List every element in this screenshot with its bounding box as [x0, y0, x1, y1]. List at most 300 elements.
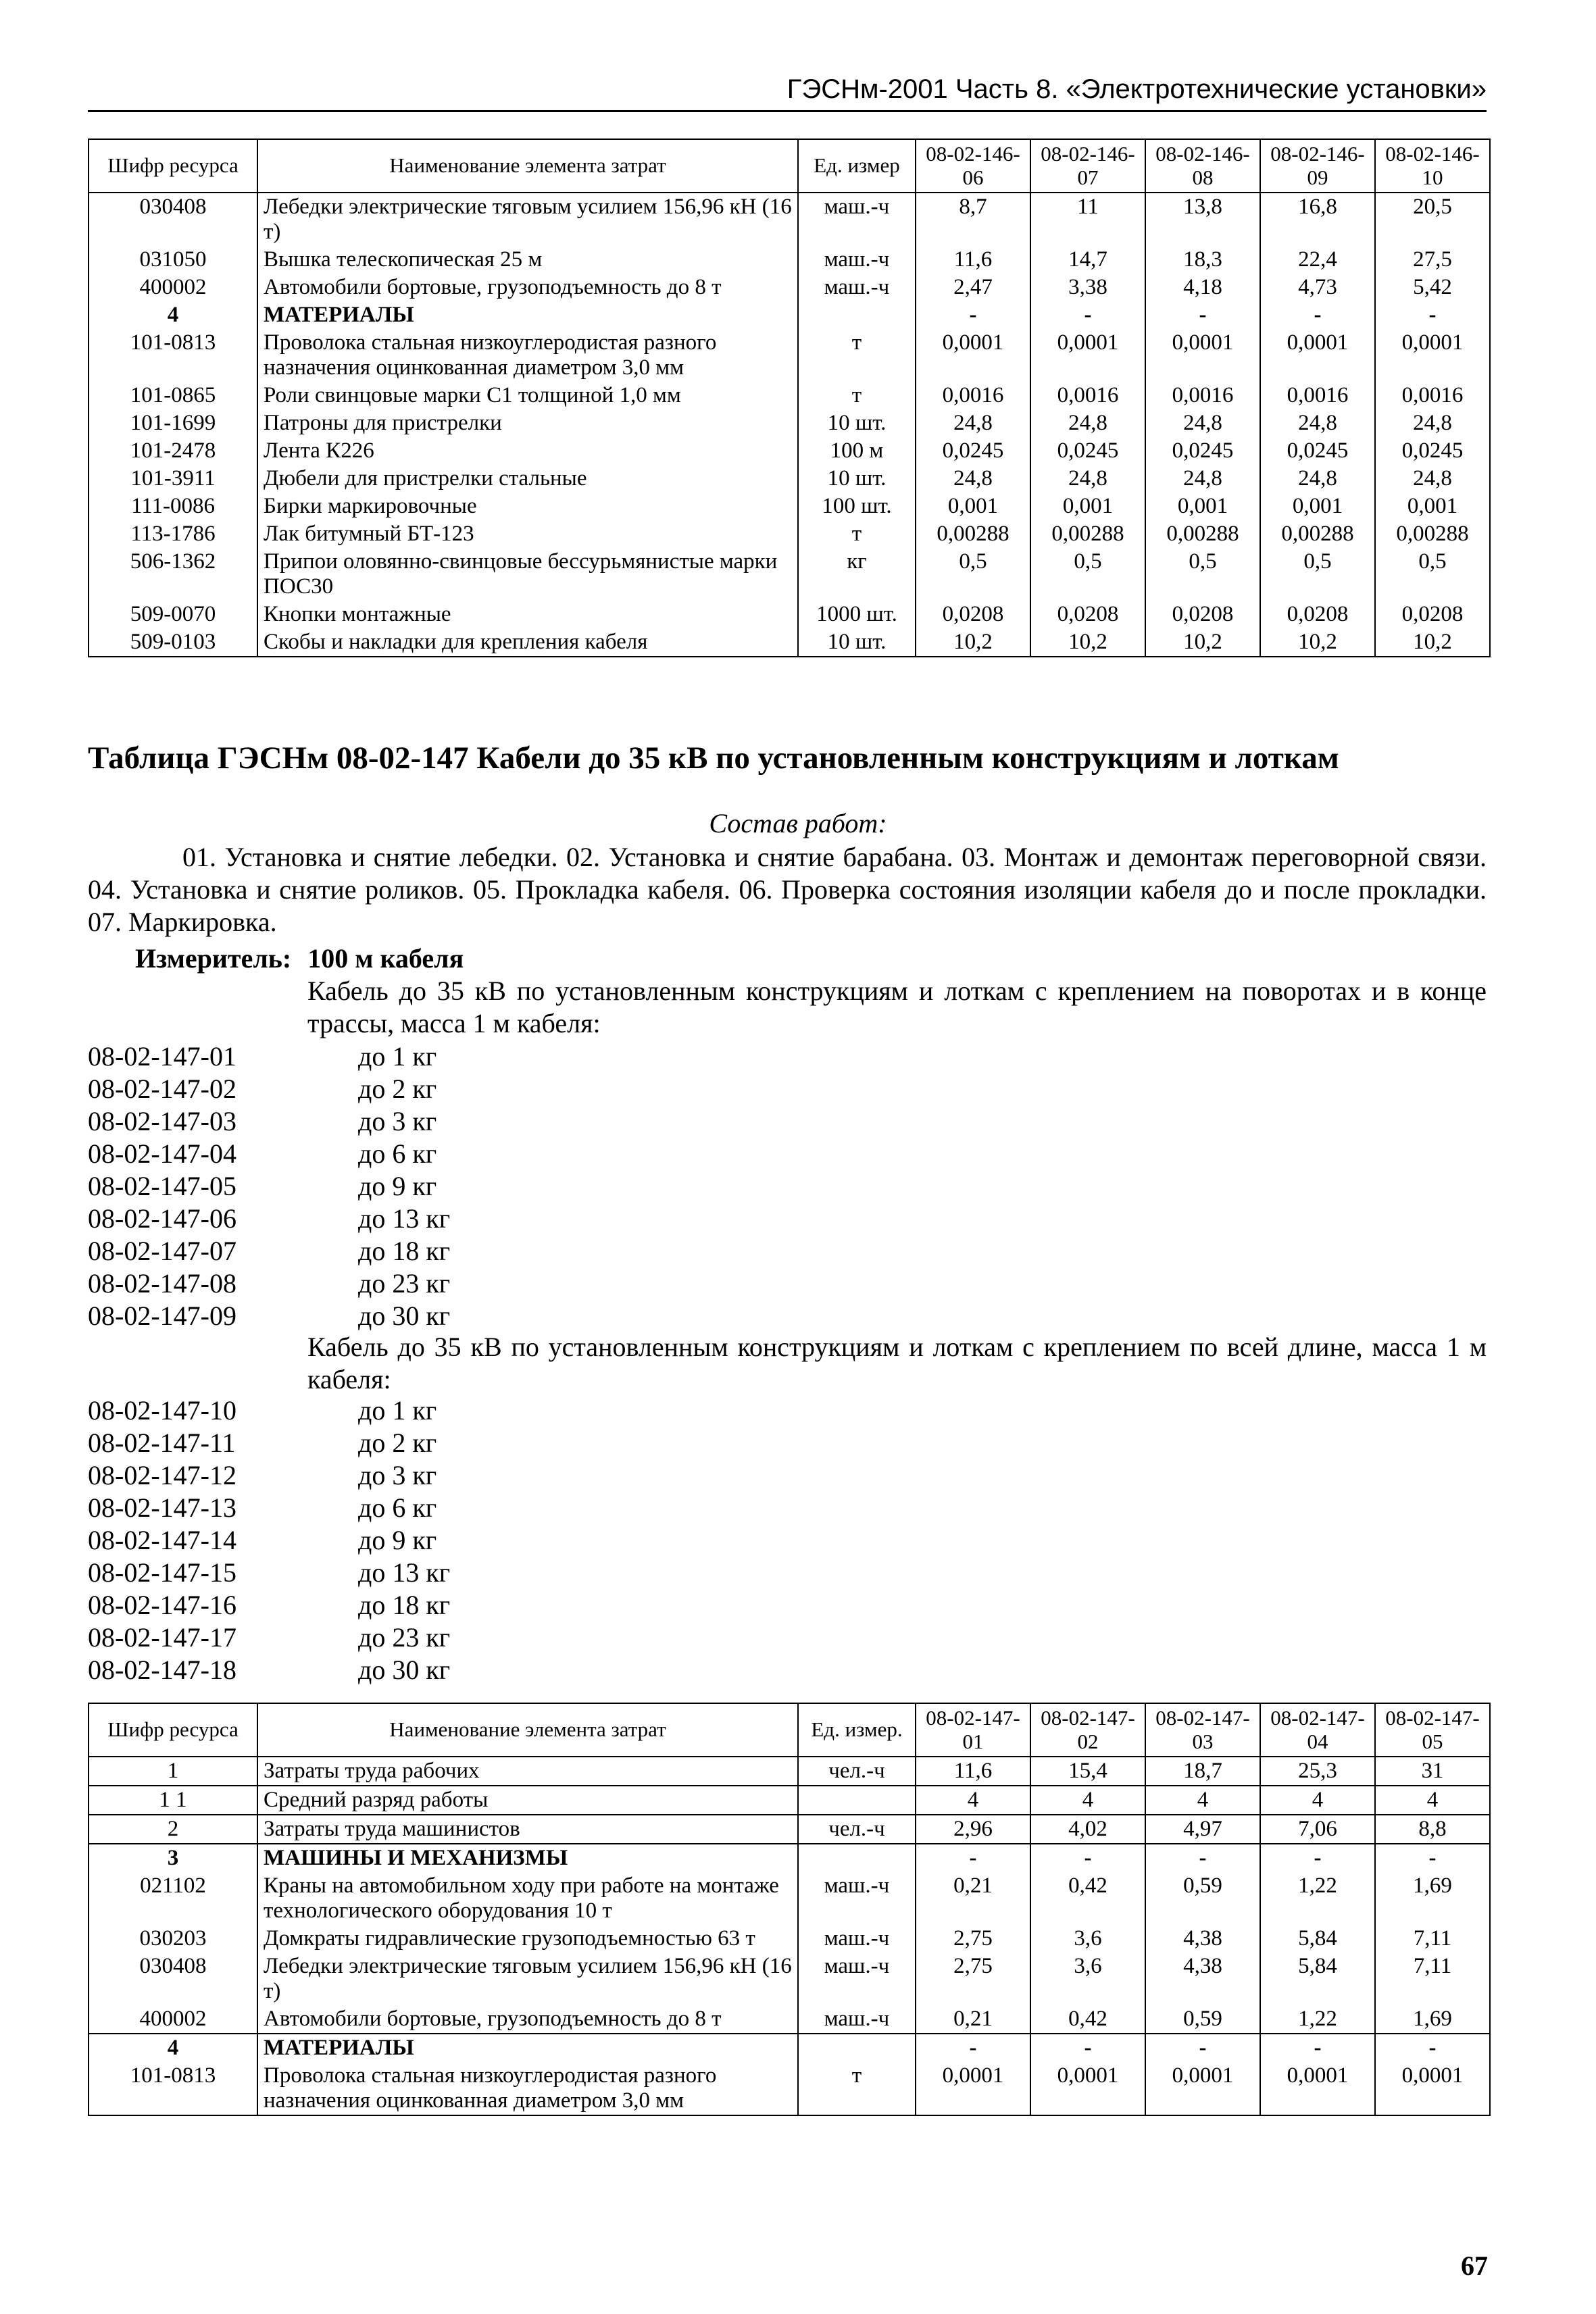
norm-code: 08-02-147-17 — [88, 1622, 236, 1653]
norm-value: 0,001 — [1145, 493, 1260, 520]
norm-value: 8,7 — [916, 193, 1030, 246]
resource-name: Домкраты гидравлические грузоподъемностью 63 т — [257, 1925, 798, 1953]
norm-value: 0,5 — [1375, 548, 1490, 601]
norm-value: 16,8 — [1260, 193, 1375, 246]
resource-code: 101-0865 — [89, 382, 257, 409]
table-row — [89, 329, 1490, 382]
norm-value: 0,5 — [1145, 548, 1260, 601]
norm-value: 0,5 — [1030, 548, 1145, 601]
cable-weight: до 30 кг — [358, 1655, 451, 1685]
norm-code: 08-02-147-16 — [88, 1590, 236, 1620]
cable-weight: до 2 кг — [358, 1428, 437, 1458]
norm-code: 08-02-147-15 — [88, 1557, 236, 1588]
page-number: 67 — [1461, 2250, 1488, 2281]
norm-value: 0,001 — [1375, 493, 1490, 520]
norm-value: - — [1030, 1844, 1145, 1872]
resource-name: Средний разряд работы — [257, 1786, 798, 1815]
cable-weight: до 2 кг — [358, 1074, 437, 1104]
norm-value: 0,0245 — [1375, 437, 1490, 465]
norm-value: 0,21 — [916, 1872, 1030, 1925]
cable-weight: до 3 кг — [358, 1460, 437, 1490]
norm-value: 0,00288 — [1030, 520, 1145, 548]
resource-code: 111-0086 — [89, 493, 257, 520]
resource-name: Бирки маркировочные — [257, 493, 798, 520]
norm-value: 0,00288 — [1260, 520, 1375, 548]
norm-value: - — [1145, 2034, 1260, 2062]
norm-value: 0,001 — [1030, 493, 1145, 520]
cable-weight: до 13 кг — [358, 1557, 451, 1588]
table-row — [89, 493, 1490, 520]
norm-value: 4 — [1260, 1786, 1375, 1815]
norm-value: 0,0001 — [1030, 2062, 1145, 2115]
resource-code: 030408 — [89, 193, 257, 246]
norm-value: 0,0016 — [1030, 382, 1145, 409]
resource-name: Автомобили бортовые, грузоподъемность до 8 т — [257, 2005, 798, 2034]
norm-value: 3,38 — [1030, 274, 1145, 301]
resource-code: 400002 — [89, 274, 257, 301]
col-name-header: Наименование элемента затрат — [257, 1703, 798, 1757]
resource-name: Лебедки электрические тяговым усилием 156,96 кН (16 т) — [257, 193, 798, 246]
norm-code: 08-02-147-13 — [88, 1492, 236, 1523]
cable-weight: до 23 кг — [358, 1622, 451, 1653]
table-row — [89, 628, 1490, 657]
norm-value: 4 — [1145, 1786, 1260, 1815]
norm-value: 1,22 — [1260, 2005, 1375, 2034]
norm-value: 4,97 — [1145, 1815, 1260, 1844]
norm-value: 0,0016 — [1260, 382, 1375, 409]
norm-value: 11,6 — [916, 246, 1030, 274]
table-row — [89, 246, 1490, 274]
norm-value: 0,0001 — [916, 2062, 1030, 2115]
cable-weight: до 9 кг — [358, 1525, 437, 1555]
code-list-item — [88, 1394, 450, 1427]
norm-value: 10,2 — [1375, 628, 1490, 657]
norm-value: 4,02 — [1030, 1815, 1145, 1844]
group-2-description: Кабель до 35 кВ по установленным конструкциям и лоткам с креплением по всей длине, масса 1 м кабеля: — [307, 1332, 1487, 1394]
norm-value: - — [1260, 2034, 1375, 2062]
norm-value: 0,5 — [1260, 548, 1375, 601]
code-list-item — [88, 1138, 450, 1170]
norm-value: 0,0245 — [1260, 437, 1375, 465]
norm-value: 0,0016 — [916, 382, 1030, 409]
norm-value: 3,6 — [1030, 1953, 1145, 2005]
resource-name: Патроны для пристрелки — [257, 409, 798, 437]
norm-value: - — [916, 1844, 1030, 1872]
norm-value: 0,0001 — [1260, 329, 1375, 382]
norm-value: 5,42 — [1375, 274, 1490, 301]
resource-name: Вышка телескопическая 25 м — [257, 246, 798, 274]
norm-value: 5,84 — [1260, 1953, 1375, 2005]
col-norm-header: 08-02-146-07 — [1030, 139, 1145, 193]
norm-value: 1,69 — [1375, 2005, 1490, 2034]
col-norm-header: 08-02-146-08 — [1145, 139, 1260, 193]
norm-value: 18,3 — [1145, 246, 1260, 274]
norm-value: 14,7 — [1030, 246, 1145, 274]
code-list-item — [88, 1557, 450, 1589]
resource-unit: кг — [798, 548, 916, 601]
table-row — [89, 1786, 1490, 1815]
resource-code: 030408 — [89, 1953, 257, 2005]
norm-value: 31 — [1375, 1757, 1490, 1786]
section-row — [89, 2034, 1490, 2062]
norm-value: 0,0245 — [1145, 437, 1260, 465]
code-list-item — [88, 1267, 450, 1300]
resource-name: Лак битумный БТ-123 — [257, 520, 798, 548]
code-list-item — [88, 1235, 450, 1267]
norm-value: 0,21 — [916, 2005, 1030, 2034]
norm-value: 0,0208 — [916, 601, 1030, 628]
col-code-header: Шифр ресурса — [89, 139, 257, 193]
resource-code: 021102 — [89, 1872, 257, 1925]
norm-value: 0,0245 — [916, 437, 1030, 465]
resource-code: 101-2478 — [89, 437, 257, 465]
code-list-item — [88, 1170, 450, 1203]
norm-value: - — [1260, 1844, 1375, 1872]
norm-code: 08-02-147-02 — [88, 1074, 236, 1104]
norm-code: 08-02-147-06 — [88, 1203, 236, 1234]
norm-value: 11,6 — [916, 1757, 1030, 1786]
code-list-item — [88, 1621, 450, 1654]
code-list-item — [88, 1073, 450, 1105]
section-title: Таблица ГЭСНм 08-02-147 Кабели до 35 кВ по установленным конструкциям и лоткам — [88, 740, 1339, 776]
norm-code: 08-02-147-11 — [88, 1428, 236, 1458]
norm-value: 2,47 — [916, 274, 1030, 301]
section-row — [89, 1844, 1490, 1872]
col-norm-header: 08-02-147-05 — [1375, 1703, 1490, 1757]
norm-value: 24,8 — [1145, 465, 1260, 493]
table-row — [89, 520, 1490, 548]
cable-weight: до 3 кг — [358, 1106, 437, 1136]
table-row — [89, 2062, 1490, 2115]
norm-value: - — [1145, 301, 1260, 329]
resource-code: 101-0813 — [89, 329, 257, 382]
norm-value: 7,06 — [1260, 1815, 1375, 1844]
cable-weight: до 18 кг — [358, 1236, 451, 1266]
resource-table-146 — [88, 139, 1491, 657]
work-composition-heading: Состав работ: — [709, 808, 887, 838]
resource-code: 2 — [89, 1815, 257, 1844]
norm-value: 10,2 — [1030, 628, 1145, 657]
table-row — [89, 437, 1490, 465]
norm-value: - — [1260, 301, 1375, 329]
resource-code: 4 — [89, 301, 257, 329]
norm-value: 0,0208 — [1030, 601, 1145, 628]
resource-name: Проволока стальная низкоуглеродистая разного назначения оцинкованная диаметром 3,0 мм — [257, 329, 798, 382]
norm-value: - — [1375, 1844, 1490, 1872]
norm-value: 0,0208 — [1145, 601, 1260, 628]
col-norm-header: 08-02-147-04 — [1260, 1703, 1375, 1757]
norm-value: 0,00288 — [1375, 520, 1490, 548]
norm-value: 24,8 — [1145, 409, 1260, 437]
resource-unit: т — [798, 382, 916, 409]
cable-weight: до 30 кг — [358, 1301, 451, 1331]
norm-value: 25,3 — [1260, 1757, 1375, 1786]
code-list-item — [88, 1040, 450, 1073]
code-list-item — [88, 1427, 450, 1459]
resource-name: Припои оловянно-свинцовые бессурьмянистые марки ПОС30 — [257, 548, 798, 601]
norm-code: 08-02-147-10 — [88, 1395, 236, 1426]
code-list-item — [88, 1492, 450, 1524]
resource-name: Затраты труда машинистов — [257, 1815, 798, 1844]
norm-value: 24,8 — [916, 465, 1030, 493]
norm-value: 10,2 — [1145, 628, 1260, 657]
norm-value: 4,73 — [1260, 274, 1375, 301]
resource-name: МАТЕРИАЛЫ — [257, 301, 798, 329]
norm-value: 1,22 — [1260, 1872, 1375, 1925]
resource-name: МАШИНЫ И МЕХАНИЗМЫ — [257, 1844, 798, 1872]
col-norm-header: 08-02-146-06 — [916, 139, 1030, 193]
norm-value: 13,8 — [1145, 193, 1260, 246]
norm-value: 0,0001 — [1375, 329, 1490, 382]
resource-unit: маш.-ч — [798, 274, 916, 301]
resource-name: Скобы и накладки для крепления кабеля — [257, 628, 798, 657]
norm-value: 0,001 — [916, 493, 1030, 520]
cable-weight: до 9 кг — [358, 1171, 437, 1201]
norm-value: 3,6 — [1030, 1925, 1145, 1953]
meter-value: 100 м кабеля — [307, 943, 464, 974]
norm-value: 0,5 — [916, 548, 1030, 601]
norm-value: 4,38 — [1145, 1925, 1260, 1953]
resource-unit: маш.-ч — [798, 1925, 916, 1953]
table-row — [89, 382, 1490, 409]
norm-value: 1,69 — [1375, 1872, 1490, 1925]
table-row — [89, 1757, 1490, 1786]
resource-unit: 10 шт. — [798, 465, 916, 493]
norm-value: 24,8 — [1260, 465, 1375, 493]
resource-name: Проволока стальная низкоуглеродистая разного назначения оцинкованная диаметром 3,0 мм — [257, 2062, 798, 2115]
table-row — [89, 2005, 1490, 2034]
table-row — [89, 1925, 1490, 1953]
norm-value: - — [1375, 2034, 1490, 2062]
resource-unit: т — [798, 520, 916, 548]
norm-value: 0,59 — [1145, 1872, 1260, 1925]
resource-unit — [798, 301, 916, 329]
norm-value: 24,8 — [1375, 465, 1490, 493]
group-1-code-list — [88, 1040, 450, 1332]
resource-name: Кнопки монтажные — [257, 601, 798, 628]
norm-value: 22,4 — [1260, 246, 1375, 274]
resource-name: МАТЕРИАЛЫ — [257, 2034, 798, 2062]
col-unit-header: Ед. измер — [798, 139, 916, 193]
norm-value: 0,0001 — [916, 329, 1030, 382]
resource-code: 506-1362 — [89, 548, 257, 601]
cable-weight: до 18 кг — [358, 1590, 451, 1620]
norm-value: 0,0016 — [1375, 382, 1490, 409]
norm-value: 4,18 — [1145, 274, 1260, 301]
norm-value: 4 — [1030, 1786, 1145, 1815]
resource-unit: чел.-ч — [798, 1757, 916, 1786]
meter-line — [135, 942, 464, 974]
norm-value: 2,96 — [916, 1815, 1030, 1844]
resource-name: Автомобили бортовые, грузоподъемность до 8 т — [257, 274, 798, 301]
norm-value: 2,75 — [916, 1953, 1030, 2005]
norm-value: 24,8 — [1030, 409, 1145, 437]
resource-name: Краны на автомобильном ходу при работе на монтаже технологического оборудования 10 т — [257, 1872, 798, 1925]
norm-value: 8,8 — [1375, 1815, 1490, 1844]
col-name-header: Наименование элемента затрат — [257, 139, 798, 193]
norm-value: 4 — [1375, 1786, 1490, 1815]
norm-code: 08-02-147-05 — [88, 1171, 236, 1201]
cable-weight: до 6 кг — [358, 1138, 437, 1169]
resource-unit: маш.-ч — [798, 246, 916, 274]
table-header-row — [89, 1703, 1490, 1757]
norm-value: 0,0208 — [1375, 601, 1490, 628]
norm-value: 0,0245 — [1030, 437, 1145, 465]
cable-weight: до 1 кг — [358, 1041, 437, 1072]
norm-value: 24,8 — [1375, 409, 1490, 437]
norm-code: 08-02-147-01 — [88, 1041, 236, 1072]
norm-value: 0,42 — [1030, 2005, 1145, 2034]
resource-unit: маш.-ч — [798, 1872, 916, 1925]
resource-code: 1 — [89, 1757, 257, 1786]
norm-value: 0,0001 — [1145, 2062, 1260, 2115]
code-list-item — [88, 1300, 450, 1332]
group-1-description: Кабель до 35 кВ по установленным конструкциям и лоткам с креплением на поворотах и в конце трассы, масса 1 м кабеля: — [307, 976, 1487, 1038]
resource-table-147 — [88, 1703, 1491, 2116]
resource-name: Лента К226 — [257, 437, 798, 465]
table-row — [89, 409, 1490, 437]
resource-unit: маш.-ч — [798, 1953, 916, 2005]
norm-value: 0,42 — [1030, 1872, 1145, 1925]
table-row — [89, 601, 1490, 628]
work-composition-text: 01. Установка и снятие лебедки. 02. Установка и снятие барабана. 03. Монтаж и демонтаж переговорной связи. 04. Установка и снятие роликов. 05. Прокладка кабеля. 06. Проверка состояния изоляции кабеля до и после прокладки. 07. Маркировка. — [88, 842, 1487, 937]
meter-label: Измеритель: — [135, 943, 292, 974]
norm-value: - — [1030, 301, 1145, 329]
code-list-item — [88, 1105, 450, 1138]
norm-value: 4,38 — [1145, 1953, 1260, 2005]
norm-value: 0,0001 — [1260, 2062, 1375, 2115]
norm-value: 11 — [1030, 193, 1145, 246]
norm-value: 24,8 — [916, 409, 1030, 437]
code-list-item — [88, 1459, 450, 1492]
norm-code: 08-02-147-18 — [88, 1655, 236, 1685]
col-norm-header: 08-02-147-01 — [916, 1703, 1030, 1757]
table-header-row — [89, 139, 1490, 193]
cable-weight: до 1 кг — [358, 1395, 437, 1426]
resource-unit: 10 шт. — [798, 628, 916, 657]
norm-value: 27,5 — [1375, 246, 1490, 274]
norm-value: 0,0208 — [1260, 601, 1375, 628]
table-row — [89, 548, 1490, 601]
table-row — [89, 274, 1490, 301]
table-row — [89, 465, 1490, 493]
resource-code: 030203 — [89, 1925, 257, 1953]
norm-value: 0,0001 — [1145, 329, 1260, 382]
resource-unit: т — [798, 329, 916, 382]
resource-name: Роли свинцовые марки С1 толщиной 1,0 мм — [257, 382, 798, 409]
table-row — [89, 1872, 1490, 1925]
resource-code: 509-0103 — [89, 628, 257, 657]
resource-unit: маш.-ч — [798, 2005, 916, 2034]
resource-unit — [798, 1844, 916, 1872]
norm-value: 0,0001 — [1030, 329, 1145, 382]
resource-code: 400002 — [89, 2005, 257, 2034]
resource-unit: чел.-ч — [798, 1815, 916, 1844]
code-list-item — [88, 1589, 450, 1621]
resource-code: 101-3911 — [89, 465, 257, 493]
norm-value: - — [1145, 1844, 1260, 1872]
resource-code: 031050 — [89, 246, 257, 274]
table-row — [89, 193, 1490, 246]
resource-unit — [798, 2034, 916, 2062]
norm-value: 4 — [916, 1786, 1030, 1815]
resource-code: 4 — [89, 2034, 257, 2062]
norm-value: - — [916, 2034, 1030, 2062]
resource-unit: 10 шт. — [798, 409, 916, 437]
norm-value: 5,84 — [1260, 1925, 1375, 1953]
norm-value: 0,00288 — [1145, 520, 1260, 548]
resource-name: Затраты труда рабочих — [257, 1757, 798, 1786]
cable-weight: до 23 кг — [358, 1268, 451, 1299]
norm-value: 7,11 — [1375, 1925, 1490, 1953]
col-code-header: Шифр ресурса — [89, 1703, 257, 1757]
col-norm-header: 08-02-147-02 — [1030, 1703, 1145, 1757]
norm-value: 20,5 — [1375, 193, 1490, 246]
norm-value: 7,11 — [1375, 1953, 1490, 2005]
norm-value: - — [1375, 301, 1490, 329]
norm-value: 24,8 — [1260, 409, 1375, 437]
norm-code: 08-02-147-03 — [88, 1106, 236, 1136]
norm-value: 0,59 — [1145, 2005, 1260, 2034]
norm-value: 10,2 — [916, 628, 1030, 657]
norm-value: 0,0016 — [1145, 382, 1260, 409]
norm-code: 08-02-147-08 — [88, 1268, 236, 1299]
resource-code: 1 1 — [89, 1786, 257, 1815]
norm-value: 24,8 — [1030, 465, 1145, 493]
resource-unit — [798, 1786, 916, 1815]
resource-name: Лебедки электрические тяговым усилием 156,96 кН (16 т) — [257, 1953, 798, 2005]
norm-value: - — [1030, 2034, 1145, 2062]
norm-value: - — [916, 301, 1030, 329]
cable-weight: до 6 кг — [358, 1492, 437, 1523]
norm-code: 08-02-147-12 — [88, 1460, 236, 1490]
resource-unit: т — [798, 2062, 916, 2115]
col-unit-header: Ед. измер. — [798, 1703, 916, 1757]
norm-value: 0,001 — [1260, 493, 1375, 520]
resource-unit: 1000 шт. — [798, 601, 916, 628]
resource-code: 113-1786 — [89, 520, 257, 548]
page-header: ГЭСНм-2001 Часть 8. «Электротехнические установки» — [88, 74, 1487, 112]
resource-code: 101-0813 — [89, 2062, 257, 2115]
norm-code: 08-02-147-14 — [88, 1525, 236, 1555]
col-norm-header: 08-02-147-03 — [1145, 1703, 1260, 1757]
cable-weight: до 13 кг — [358, 1203, 451, 1234]
norm-value: 0,00288 — [916, 520, 1030, 548]
table-row — [89, 1815, 1490, 1844]
section-row — [89, 301, 1490, 329]
norm-value: 0,0001 — [1375, 2062, 1490, 2115]
table-row — [89, 1953, 1490, 2005]
resource-unit: 100 м — [798, 437, 916, 465]
col-norm-header: 08-02-146-09 — [1260, 139, 1375, 193]
norm-code: 08-02-147-04 — [88, 1138, 236, 1169]
code-list-item — [88, 1524, 450, 1557]
norm-value: 18,7 — [1145, 1757, 1260, 1786]
norm-value: 10,2 — [1260, 628, 1375, 657]
resource-unit: маш.-ч — [798, 193, 916, 246]
resource-code: 101-1699 — [89, 409, 257, 437]
code-list-item — [88, 1654, 450, 1686]
group-2-code-list — [88, 1394, 450, 1686]
code-list-item — [88, 1203, 450, 1235]
resource-code: 509-0070 — [89, 601, 257, 628]
resource-unit: 100 шт. — [798, 493, 916, 520]
col-norm-header: 08-02-146-10 — [1375, 139, 1490, 193]
resource-code: 3 — [89, 1844, 257, 1872]
norm-code: 08-02-147-09 — [88, 1301, 236, 1331]
norm-value: 2,75 — [916, 1925, 1030, 1953]
norm-value: 15,4 — [1030, 1757, 1145, 1786]
